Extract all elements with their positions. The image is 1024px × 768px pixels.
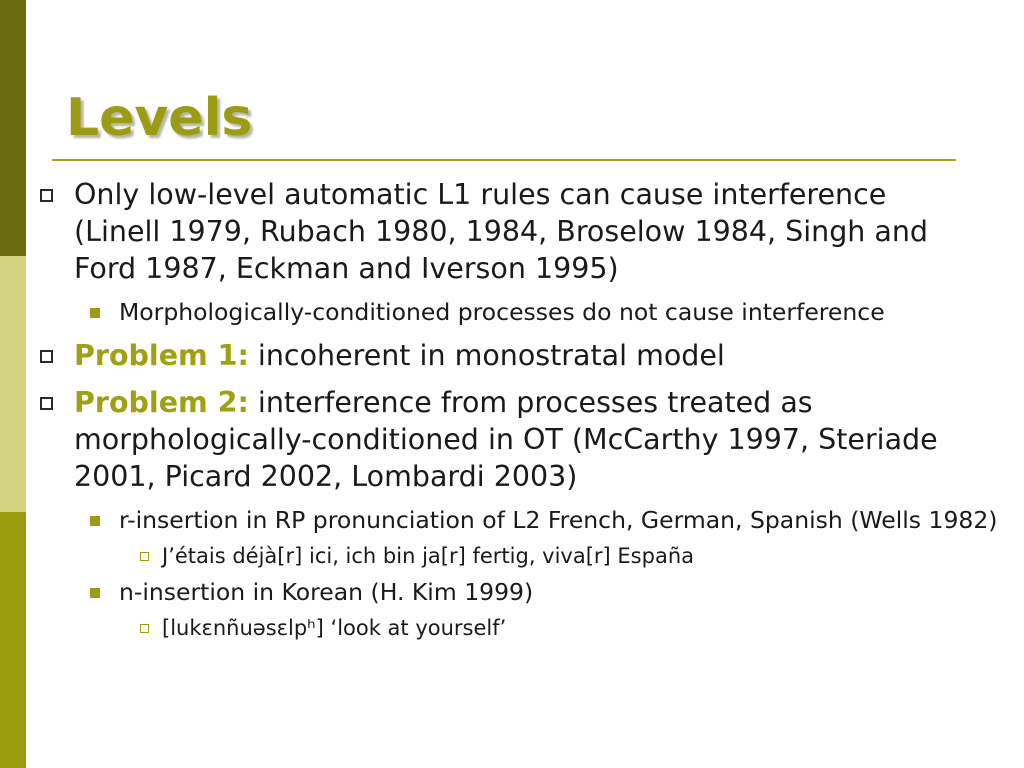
bullet-text: n-insertion in Korean (H. Kim 1999) <box>119 578 534 606</box>
bullet-text: interference from processes treated as morphologically-conditioned in OT (McCarthy 1997, Steriade 2001, Picard 2002, Lombardi 2003) <box>74 386 938 493</box>
bullet-item-l1-rules <box>74 176 974 287</box>
bullet-item-problem-1 <box>74 337 974 374</box>
sub-bullet-item-n-insertion <box>119 577 1014 607</box>
filled-square-bullet-icon <box>90 588 100 598</box>
sub-bullet-item-morphological <box>119 297 1014 327</box>
bullet-text: Only low-level automatic L1 rules can cause interference (Linell 1979, Rubach 1980, 1984, Broselow 1984, Singh and Ford 1987, Eckman and Iverson 1995) <box>74 178 929 285</box>
bullet-text: r-insertion in RP pronunciation of L2 French, German, Spanish (Wells 1982) <box>119 506 998 534</box>
small-hollow-square-bullet-icon <box>140 552 149 561</box>
bullet-item-problem-2 <box>74 384 974 495</box>
bullet-bold-label: Problem 1: <box>74 339 249 372</box>
sub-bullet-item-r-insertion <box>119 505 1014 535</box>
bullet-text: Morphologically-conditioned processes do not cause interference <box>119 298 885 326</box>
sub-sub-bullet-item-n-example <box>162 613 1002 643</box>
sub-sub-bullet-item-r-examples <box>162 541 1002 571</box>
hollow-square-bullet-icon <box>40 350 53 363</box>
hollow-square-bullet-icon <box>40 189 53 202</box>
bullet-text: [lukɛnñuəsɛlpʰ] ‘look at yourself’ <box>162 616 507 640</box>
bullet-bold-label: Problem 2: <box>74 386 249 419</box>
slide-title: Levels <box>66 88 253 148</box>
bullet-text: incoherent in monostratal model <box>248 339 725 372</box>
small-hollow-square-bullet-icon <box>140 624 149 633</box>
bullet-text: J’étais déjà[r] ici, ich bin ja[r] fertig, viva[r] España <box>162 544 695 568</box>
filled-square-bullet-icon <box>90 516 100 526</box>
title-divider <box>52 159 956 161</box>
hollow-square-bullet-icon <box>40 397 53 410</box>
filled-square-bullet-icon <box>90 308 100 318</box>
slide-content <box>0 176 1024 649</box>
